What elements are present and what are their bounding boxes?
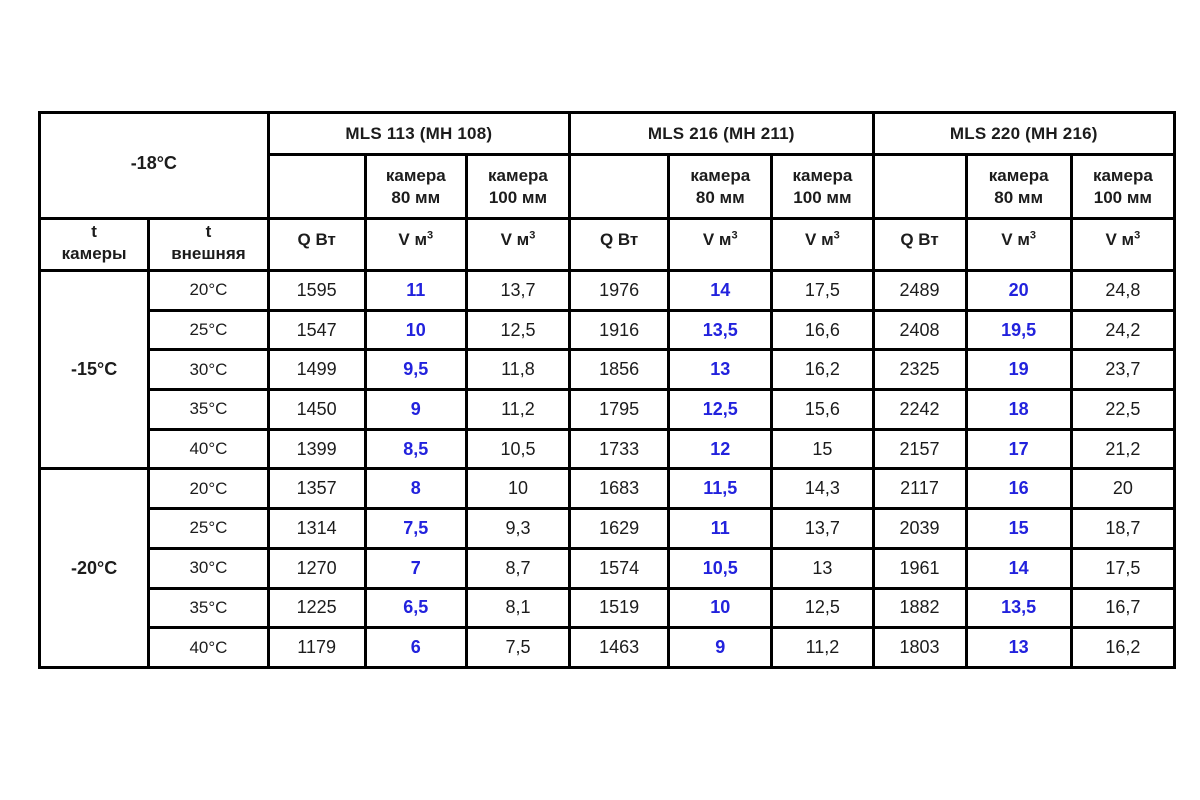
v100-value-cell: 11,2 xyxy=(772,628,873,668)
v-col-header: V $м^3$ xyxy=(466,219,569,271)
chamber-80-header: камера 80 мм xyxy=(365,155,466,219)
v80-value-cell: 7,5 xyxy=(365,509,466,549)
q-value-cell: 2489 xyxy=(873,271,966,311)
model-title-mls113: MLS 113 (MH 108) xyxy=(268,113,569,155)
q-value-cell: 1314 xyxy=(268,509,365,549)
t-external-col-header: t внешняя xyxy=(149,219,268,271)
v80-value-cell: 10 xyxy=(365,310,466,350)
q-value-cell: 1179 xyxy=(268,628,365,668)
q-value-cell: 1795 xyxy=(570,390,669,430)
v100-value-cell: 17,5 xyxy=(1071,548,1174,588)
chamber-80-header: камера 80 мм xyxy=(966,155,1071,219)
q-value-cell: 2242 xyxy=(873,390,966,430)
v80-value-cell: 11 xyxy=(365,271,466,311)
model-title-mls216: MLS 216 (MH 211) xyxy=(570,113,873,155)
v80-value-cell: 14 xyxy=(966,548,1071,588)
v80-value-cell: 10,5 xyxy=(669,548,772,588)
external-temp-cell: 25°C xyxy=(149,310,268,350)
v80-value-cell: 19 xyxy=(966,350,1071,390)
spec-table xyxy=(38,111,1176,669)
v100-value-cell: 13,7 xyxy=(772,509,873,549)
q-col-header: Q Вт xyxy=(873,219,966,271)
model-title-mls220: MLS 220 (MH 216) xyxy=(873,113,1175,155)
q-value-cell: 1574 xyxy=(570,548,669,588)
v100-value-cell: 24,8 xyxy=(1071,271,1174,311)
v100-value-cell: 8,1 xyxy=(466,588,569,628)
external-temp-cell: 20°C xyxy=(149,469,268,509)
q-value-cell: 2157 xyxy=(873,429,966,469)
table-row xyxy=(40,588,1175,628)
q-value-cell: 1270 xyxy=(268,548,365,588)
q-value-cell: 1595 xyxy=(268,271,365,311)
v80-value-cell: 18 xyxy=(966,390,1071,430)
q-value-cell: 1916 xyxy=(570,310,669,350)
v80-value-cell: 8 xyxy=(365,469,466,509)
q-value-cell: 1733 xyxy=(570,429,669,469)
units-header-row xyxy=(40,219,1175,271)
external-temp-cell: 40°C xyxy=(149,628,268,668)
v80-value-cell: 11 xyxy=(669,509,772,549)
q-value-cell: 1357 xyxy=(268,469,365,509)
external-temp-cell: 20°C xyxy=(149,271,268,311)
spacer-cell xyxy=(268,155,365,219)
v100-value-cell: 10,5 xyxy=(466,429,569,469)
chamber-temp-cell: -20°C xyxy=(40,469,149,667)
q-value-cell: 1961 xyxy=(873,548,966,588)
v100-value-cell: 7,5 xyxy=(466,628,569,668)
table-row xyxy=(40,271,1175,311)
q-col-header: Q Вт xyxy=(570,219,669,271)
v80-value-cell: 20 xyxy=(966,271,1071,311)
v100-value-cell: 13,7 xyxy=(466,271,569,311)
v100-value-cell: 14,3 xyxy=(772,469,873,509)
v-col-header: V $м^3$ xyxy=(1071,219,1174,271)
v80-value-cell: 12 xyxy=(669,429,772,469)
v80-value-cell: 13,5 xyxy=(966,588,1071,628)
chamber-100-header: камера 100 мм xyxy=(1071,155,1174,219)
external-temp-cell: 35°C xyxy=(149,390,268,430)
v100-value-cell: 12,5 xyxy=(772,588,873,628)
v80-value-cell: 6 xyxy=(365,628,466,668)
v80-value-cell: 13,5 xyxy=(669,310,772,350)
v80-value-cell: 14 xyxy=(669,271,772,311)
v100-value-cell: 16,2 xyxy=(1071,628,1174,668)
v80-value-cell: 6,5 xyxy=(365,588,466,628)
q-value-cell: 1629 xyxy=(570,509,669,549)
t-camera-col-header: t камеры xyxy=(40,219,149,271)
spacer-cell xyxy=(570,155,669,219)
v100-value-cell: 9,3 xyxy=(466,509,569,549)
v-col-header: V $м^3$ xyxy=(966,219,1071,271)
table-row xyxy=(40,628,1175,668)
q-value-cell: 2408 xyxy=(873,310,966,350)
v80-value-cell: 9 xyxy=(365,390,466,430)
external-temp-cell: 40°C xyxy=(149,429,268,469)
v-col-header: V $м^3$ xyxy=(669,219,772,271)
v100-value-cell: 24,2 xyxy=(1071,310,1174,350)
v80-value-cell: 12,5 xyxy=(669,390,772,430)
v80-value-cell: 15 xyxy=(966,509,1071,549)
v80-value-cell: 11,5 xyxy=(669,469,772,509)
v100-value-cell: 15,6 xyxy=(772,390,873,430)
q-value-cell: 1450 xyxy=(268,390,365,430)
design-temp-cell: -18°C xyxy=(40,113,269,219)
v100-value-cell: 16,2 xyxy=(772,350,873,390)
v80-value-cell: 13 xyxy=(966,628,1071,668)
v100-value-cell: 21,2 xyxy=(1071,429,1174,469)
v100-value-cell: 8,7 xyxy=(466,548,569,588)
q-value-cell: 1683 xyxy=(570,469,669,509)
v80-value-cell: 10 xyxy=(669,588,772,628)
q-value-cell: 1499 xyxy=(268,350,365,390)
table-row xyxy=(40,469,1175,509)
v80-value-cell: 8,5 xyxy=(365,429,466,469)
v100-value-cell: 16,6 xyxy=(772,310,873,350)
q-value-cell: 1803 xyxy=(873,628,966,668)
q-value-cell: 1856 xyxy=(570,350,669,390)
q-value-cell: 2325 xyxy=(873,350,966,390)
v100-value-cell: 16,7 xyxy=(1071,588,1174,628)
v-col-header: V $м^3$ xyxy=(365,219,466,271)
table-row xyxy=(40,548,1175,588)
v100-value-cell: 15 xyxy=(772,429,873,469)
chamber-100-header: камера 100 мм xyxy=(466,155,569,219)
external-temp-cell: 25°C xyxy=(149,509,268,549)
q-value-cell: 1519 xyxy=(570,588,669,628)
table-row xyxy=(40,350,1175,390)
q-value-cell: 1882 xyxy=(873,588,966,628)
v80-value-cell: 7 xyxy=(365,548,466,588)
v100-value-cell: 23,7 xyxy=(1071,350,1174,390)
chamber-temp-cell: -15°C xyxy=(40,271,149,469)
table-row xyxy=(40,429,1175,469)
v80-value-cell: 9 xyxy=(669,628,772,668)
q-value-cell: 1399 xyxy=(268,429,365,469)
v-col-header: V $м^3$ xyxy=(772,219,873,271)
v80-value-cell: 19,5 xyxy=(966,310,1071,350)
table-row xyxy=(40,390,1175,430)
v100-value-cell: 18,7 xyxy=(1071,509,1174,549)
table-row xyxy=(40,310,1175,350)
chamber-80-header: камера 80 мм xyxy=(669,155,772,219)
external-temp-cell: 30°C xyxy=(149,350,268,390)
v100-value-cell: 11,8 xyxy=(466,350,569,390)
q-value-cell: 2117 xyxy=(873,469,966,509)
chamber-100-header: камера 100 мм xyxy=(772,155,873,219)
q-value-cell: 2039 xyxy=(873,509,966,549)
v100-value-cell: 10 xyxy=(466,469,569,509)
external-temp-cell: 30°C xyxy=(149,548,268,588)
table-row xyxy=(40,509,1175,549)
model-header-row xyxy=(40,113,1175,155)
v100-value-cell: 12,5 xyxy=(466,310,569,350)
q-value-cell: 1976 xyxy=(570,271,669,311)
spacer-cell xyxy=(873,155,966,219)
v100-value-cell: 22,5 xyxy=(1071,390,1174,430)
v100-value-cell: 13 xyxy=(772,548,873,588)
q-col-header: Q Вт xyxy=(268,219,365,271)
v80-value-cell: 9,5 xyxy=(365,350,466,390)
q-value-cell: 1225 xyxy=(268,588,365,628)
v80-value-cell: 13 xyxy=(669,350,772,390)
q-value-cell: 1463 xyxy=(570,628,669,668)
v80-value-cell: 17 xyxy=(966,429,1071,469)
v100-value-cell: 11,2 xyxy=(466,390,569,430)
q-value-cell: 1547 xyxy=(268,310,365,350)
v100-value-cell: 17,5 xyxy=(772,271,873,311)
v100-value-cell: 20 xyxy=(1071,469,1174,509)
v80-value-cell: 16 xyxy=(966,469,1071,509)
external-temp-cell: 35°C xyxy=(149,588,268,628)
